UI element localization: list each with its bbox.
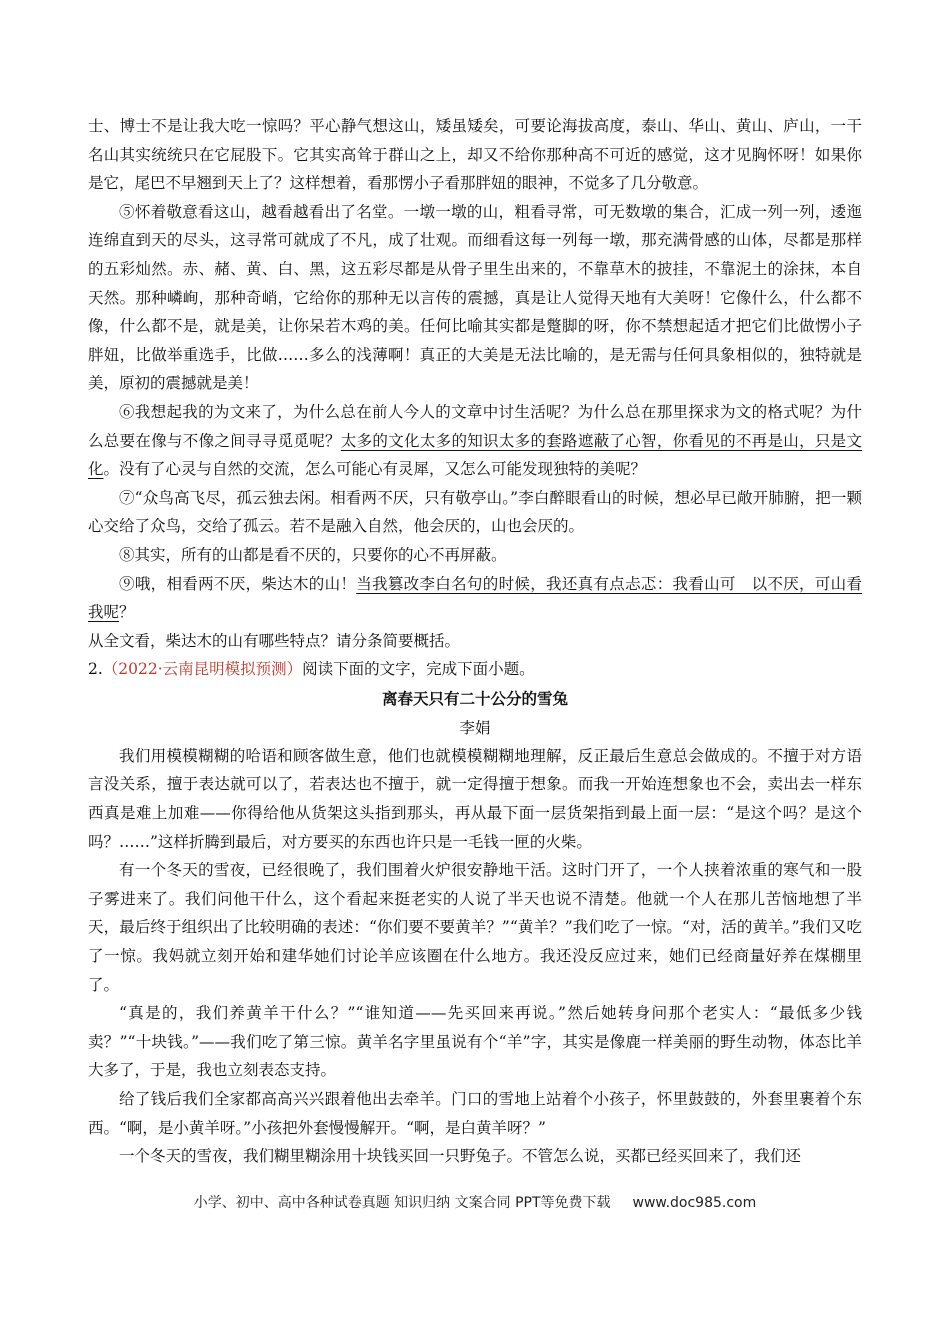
footer-text: 小学、初中、高中各种试卷真题 知识归纳 文案合同 PPT等免费下载 [193, 1195, 611, 1211]
document-page [88, 112, 862, 1171]
question-2-header [88, 655, 862, 684]
article-paragraph: 有一个冬天的雪夜，已经很晚了，我们围着火炉很安静地干活。这时门开了，一个人挟着浓重的寒气和一股子雾进来了。我们问他干什么，这个看起来挺老实的人说了半天也说不清楚。他就一个人在那儿苦恼地想了半天，最后终于组织出了比较明确的表述：“你们要不要黄羊？”“黄羊？”我们吃了一惊。“对，活的黄羊。”我们又吃了一惊。我妈就立刻开始和建华她们讨论羊应该圈在什么地方。我还没反应过来，她们已经商量好养在煤棚里了。 [88, 861, 862, 994]
article-paragraph: 给了钱后我们全家都高高兴兴跟着他出去牵羊。门口的雪地上站着个小孩子，怀里鼓鼓的，外套里裹着个东西。“啊，是小黄羊呀。”小孩把外套慢慢解开。“啊，是白黄羊呀？” [88, 1090, 862, 1137]
article-title: 离春天只有二十公分的雪兔 [381, 688, 568, 708]
paragraph-continued: 士、博士不是让我大吃一惊吗？平心静气想这山，矮虽矮矣，可要论海拔高度，泰山、华山、黄山、庐山，一干名山其实统统只在它屁股下。它其实高耸于群山之上，却又不给你那种高不可近的感觉，这才见胸怀呀！如果你是它，尾巴不早翘到天上了？这样想着，看那愣小子看那胖妞的眼神，不觉多了几分敬意。 [88, 117, 862, 193]
paragraph-9-text: ⑨哦，相看两不厌，柴达木的山！ [119, 574, 357, 593]
paragraph-8: ⑧其实，所有的山都是看不厌的，只要你的心不再屏蔽。 [119, 545, 507, 564]
underlined-sentence-9: 当我篡改李白名句的时候，我还真有点忐忑：我看山可 以不厌，可山看我呢 [88, 574, 862, 622]
paragraph-7: ⑦“众鸟高飞尽，孤云独去闲。相看两不厌，只有敬亭山。”李白醉眼看山的时候，想必早已敞开肺腑，把一颗心交给了众鸟，交给了孤云。若不是融入自然，他会厌的，山也会厌的。 [88, 488, 862, 536]
article-paragraph: “真是的，我们养黄羊干什么？”“谁知道——先买回来再说。”然后她转身问那个老实人：“最低多少钱卖？”“十块钱。”——我们吃了第三惊。黄羊名字里虽说有个“羊”字，其实是像鹿一样美丽的野生动物，体态比羊大多了，于是，我也立刻表态支持。 [88, 1004, 862, 1080]
paragraph-6-tail: 。没有了心灵与自然的交流，怎么可能心有灵犀，又怎么可能发现独特的美呢？ [103, 460, 647, 479]
article-paragraph: 我们用模模糊糊的哈语和顾客做生意，他们也就模模糊糊地理解，反正最后生意总会做成的。不擅于对方语言没关系，擅于表达就可以了，若表达也不擅于，就一定得擅于想象。而我一开始连想象也不会，卖出去一样东西真是难上加难——你得给他从货架这头指到那头，再从最下面一层货架指到最上面一层：“是这个吗？是这个吗？……”这样折腾到最后，对方要买的东西也许只是一毛钱一匣的火柴。 [88, 746, 862, 851]
question-1-prompt: 从全文看，柴达木的山有哪些特点？请分条简要概括。 [88, 631, 461, 650]
article-author: 李娟 [459, 718, 491, 737]
footer-site-link[interactable]: www.doc985.com [632, 1195, 757, 1211]
question-instruction: 阅读下面的文字，完成下面小题。 [302, 660, 535, 679]
question-number: 2. [88, 660, 103, 679]
page-footer [0, 1192, 950, 1212]
article-paragraph: 一个冬天的雪夜，我们糊里糊涂用十块钱买回一只野兔子。不管怎么说，买都已经买回来了，我们还 [119, 1147, 802, 1166]
question-source: （2022·云南昆明模拟预测） [102, 660, 303, 679]
paragraph-9 [88, 570, 862, 627]
paragraph-6 [88, 398, 862, 484]
paragraph-9-tail: ？ [119, 603, 135, 622]
paragraph-6-text: ⑥我想起我的为文来了，为什么总在前人今人的文章中讨生活呢？为什么总在那里探求为文的格式呢？为什么总要在像与不像之间寻寻觅觅呢？ [88, 402, 862, 450]
paragraph-5: ⑤怀着敬意看这山，越看越看出了名堂。一墩一墩的山，粗看寻常，可无数墩的集合，汇成一列一列，逶迤连绵直到天的尽头，这寻常可就成了不凡，成了壮观。而细看这每一列每一墩，那充满骨感的山体，尽都是那样的五彩灿然。赤、赭、黄、白、黑，这五彩尽都是从骨子里生出来的，不靠草木的披挂，不靠泥土的涂抹，本自天然。那种嶙峋，那种奇峭，它给你的那种无以言传的震撼，真是让人觉得天地有大美呀！它像什么，什么都不像，什么都不是，就是美，让你呆若木鸡的美。任何比喻其实都是蹩脚的呀，你不禁想起适才把它们比做愣小子胖妞，比做举重选手，比做……多么的浅薄啊！真正的大美是无法比喻的，是无需与任何具象相似的，独特就是美，原初的震撼就是美！ [88, 202, 862, 393]
underlined-sentence-6: 太多的文化太多的知识太多的套路遮蔽了心智，你看见的不再是山，只是文化 [88, 431, 862, 479]
